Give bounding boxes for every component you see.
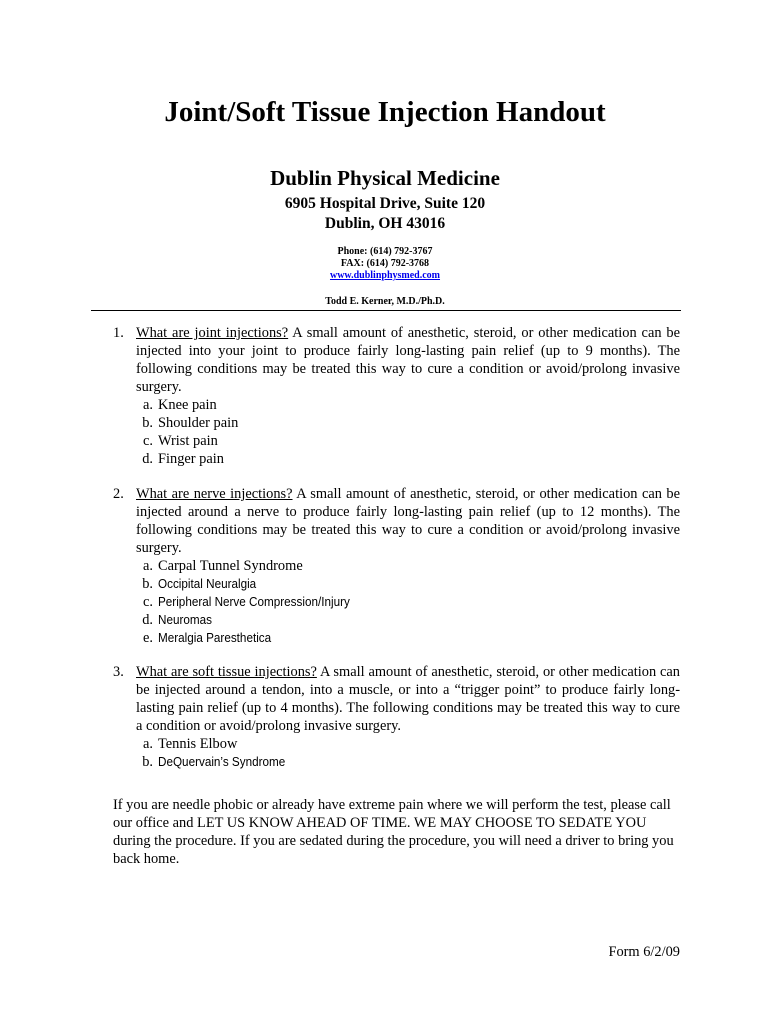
list-item: c. Peripheral Nerve Compression/Injury [143, 594, 350, 610]
question-title: What are joint injections? [136, 325, 289, 341]
list-item: a. Knee pain [143, 397, 217, 413]
question-number: 3. [113, 664, 124, 680]
condition-list [113, 557, 680, 647]
question-text: A small amount of anesthetic, steroid, or other medication can be injected into your joint to produce fairly long-lasting pain relief (up to 9 months). The following conditions may be treated this way to cure a condition or avoid/prolong invasive surgery. [136, 325, 681, 395]
list-item: d. Neuromas [142, 612, 212, 628]
sedation-note: If you are needle phobic or already have extreme pain where we will perform the test, please call our office and LET US KNOW AHEAD OF TIME. WE MAY CHOOSE TO SEDATE YOU during the procedure. If you are sedated during the procedure, you will need a driver to bring you back home. [113, 797, 674, 867]
org-name: Dublin Physical Medicine [270, 166, 500, 190]
question-paragraph [113, 324, 680, 396]
question-title: What are soft tissue injections? [136, 664, 317, 680]
question-text: A small amount of anesthetic, steroid, or other medication can be injected around a nerve to produce fairly long-lasting pain relief (up to 12 months). The following conditions may be treated this way to cure a condition or avoid/prolong invasive surgery. [136, 486, 680, 556]
question-2 [113, 485, 680, 647]
address-line-1: 6905 Hospital Drive, Suite 120 [284, 195, 486, 212]
list-item: c. Wrist pain [143, 433, 218, 449]
page-title: Joint/Soft Tissue Injection Handout [164, 96, 606, 128]
list-item: b. Occipital Neuralgia [142, 576, 257, 592]
header-divider [91, 310, 681, 311]
condition-list [113, 396, 680, 468]
list-item: b. DeQuervain’s Syndrome [142, 754, 286, 770]
list-item: a. Carpal Tunnel Syndrome [143, 558, 303, 574]
fax: FAX: (614) 792-3768 [340, 258, 430, 269]
phone: Phone: (614) 792-3767 [337, 246, 433, 257]
question-number: 2. [113, 486, 124, 502]
question-3 [113, 663, 680, 771]
condition-list [113, 735, 680, 771]
list-item: b. Shoulder pain [142, 415, 239, 431]
website-link[interactable]: www.dublinphysmed.com [329, 270, 441, 281]
question-paragraph [113, 485, 680, 557]
question-number: 1. [113, 325, 124, 341]
doctor-name: Todd E. Kerner, M.D./Ph.D. [325, 296, 445, 307]
address-line-2: Dublin, OH 43016 [324, 215, 446, 232]
list-item: e. Meralgia Paresthetica [143, 630, 272, 646]
question-text: A small amount of anesthetic, steroid, or other medication can be injected around a tendon, into a muscle, or into a “trigger point” to produce fairly long-lasting pain relief (up to 4 months). The following conditions may be treated this way to cure a condition or avoid/prolong invasive surgery. [136, 664, 681, 734]
list-item: a. Tennis Elbow [143, 736, 238, 752]
list-item: d. Finger pain [142, 451, 224, 467]
question-title: What are nerve injections? [136, 486, 293, 502]
question-paragraph [113, 663, 680, 735]
question-1 [113, 324, 680, 468]
website [0, 270, 770, 282]
form-version: Form 6/2/09 [608, 944, 680, 960]
